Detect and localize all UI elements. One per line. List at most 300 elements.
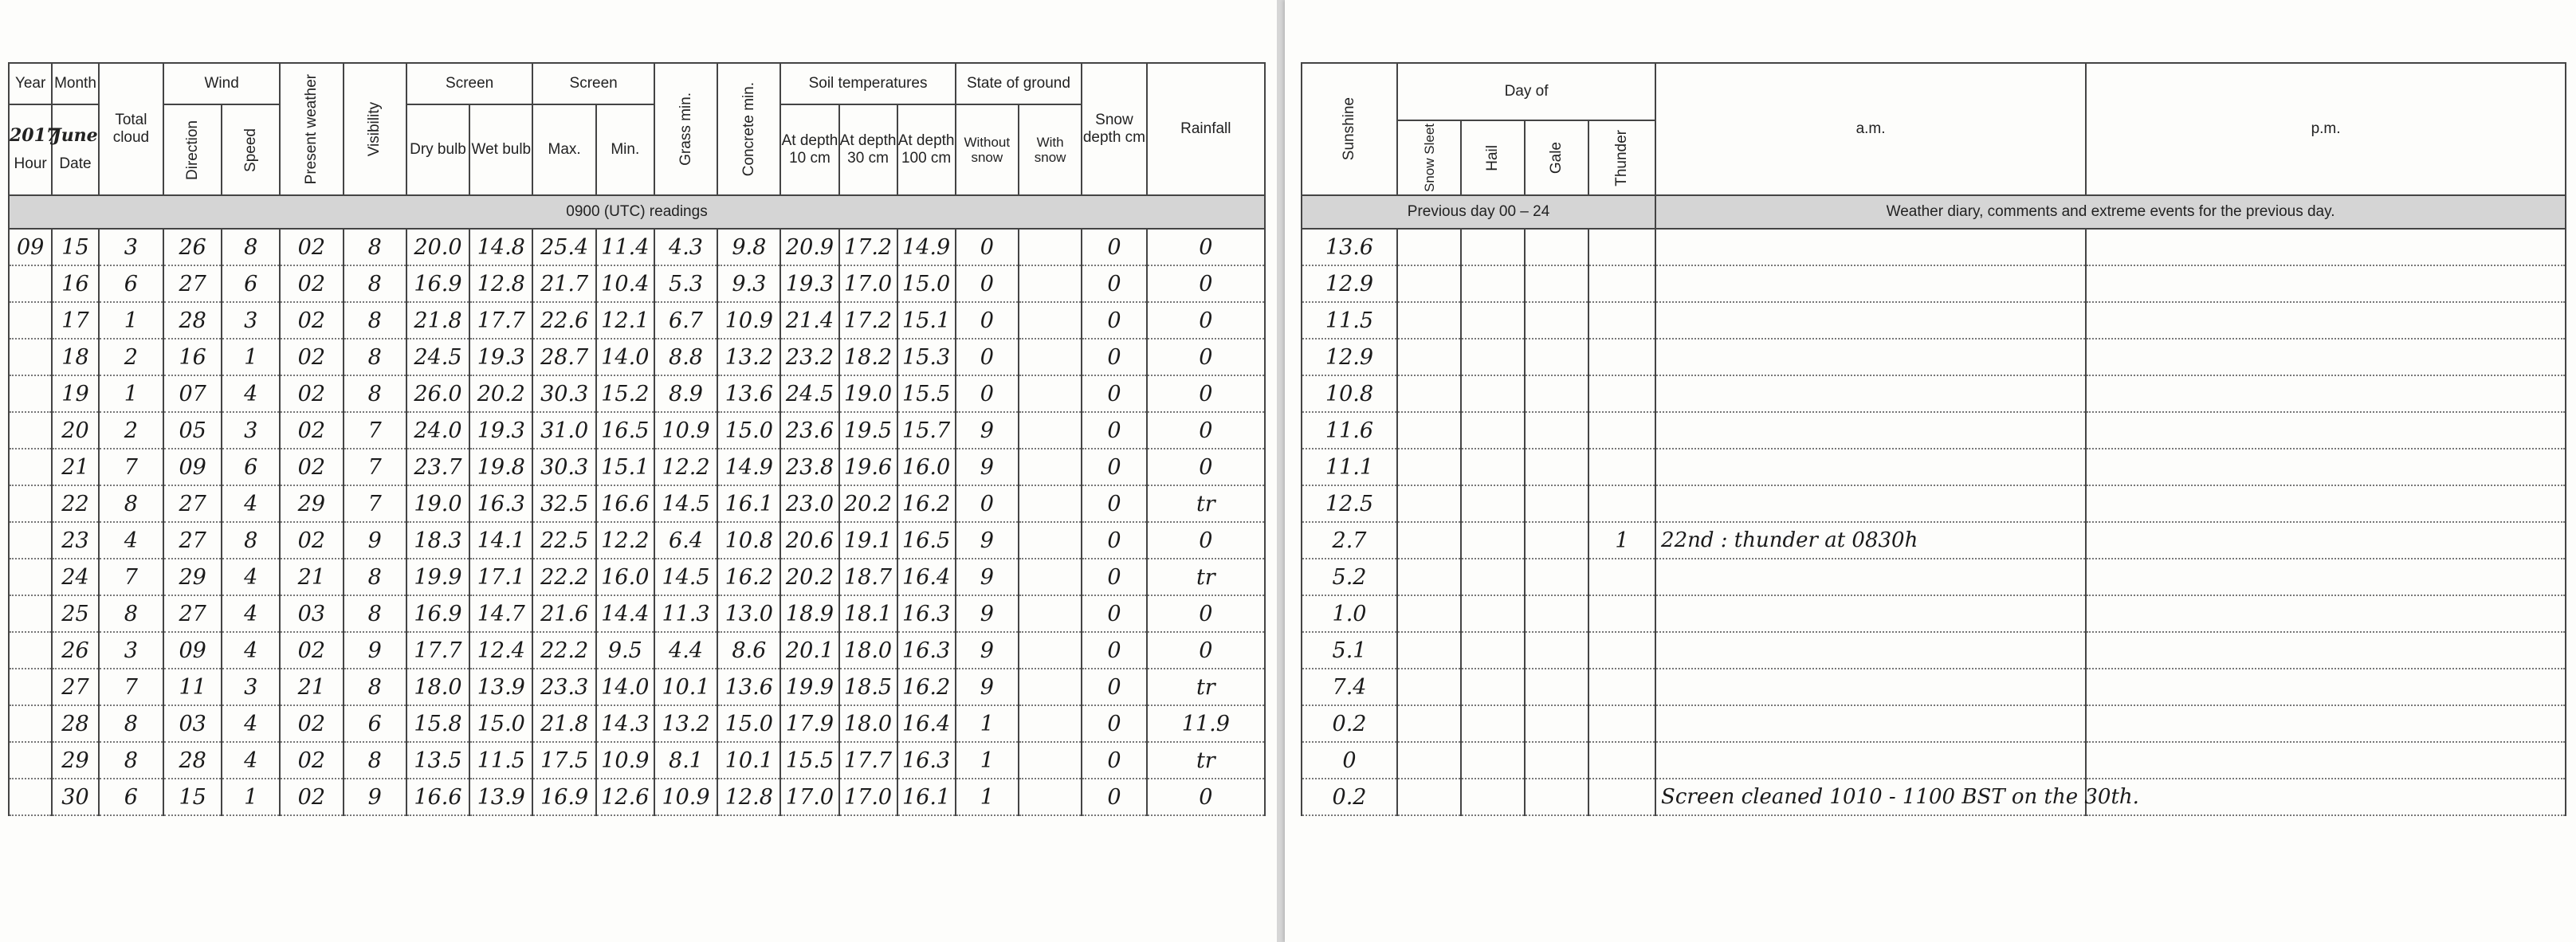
total-cloud-cell: 1 bbox=[99, 302, 163, 339]
soil-temperatures-header: Soil temperatures bbox=[780, 63, 955, 104]
hail-cell bbox=[1461, 412, 1525, 449]
diary-pm-cell bbox=[2086, 302, 2566, 339]
ground-without-snow-cell: 0 bbox=[956, 229, 1019, 265]
soil-30cm-cell: 19.1 bbox=[839, 522, 897, 559]
total-cloud-cell: 3 bbox=[99, 229, 163, 265]
wind-direction-cell: 16 bbox=[163, 339, 222, 375]
date-cell: 28 bbox=[52, 705, 98, 742]
sunshine-cell: 5.2 bbox=[1302, 559, 1397, 595]
thunder-cell: 1 bbox=[1588, 522, 1655, 559]
present-weather-cell: 02 bbox=[280, 339, 343, 375]
grass-min-cell: 8.1 bbox=[654, 742, 717, 779]
date-cell: 19 bbox=[52, 375, 98, 412]
min-temp-cell: 14.0 bbox=[596, 339, 654, 375]
wet-bulb-cell: 13.9 bbox=[469, 669, 532, 705]
concrete-min-cell: 13.2 bbox=[717, 339, 780, 375]
soil-100cm-cell: 15.3 bbox=[897, 339, 956, 375]
hail-cell bbox=[1461, 302, 1525, 339]
wet-bulb-cell: 20.2 bbox=[469, 375, 532, 412]
thunder-cell bbox=[1588, 669, 1655, 705]
present-weather-cell: 02 bbox=[280, 742, 343, 779]
soil-100cm-cell: 16.1 bbox=[897, 779, 956, 815]
gale-cell bbox=[1525, 339, 1588, 375]
ground-without-snow-cell: 9 bbox=[956, 522, 1019, 559]
ground-without-snow-cell: 9 bbox=[956, 669, 1019, 705]
total-cloud-cell: 8 bbox=[99, 595, 163, 632]
gale-cell bbox=[1525, 449, 1588, 485]
state-of-ground-header: State of ground bbox=[956, 63, 1082, 104]
min-temp-cell: 10.4 bbox=[596, 265, 654, 302]
table-row bbox=[9, 485, 1265, 522]
grass-min-cell: 10.9 bbox=[654, 779, 717, 815]
wet-bulb-cell: 12.8 bbox=[469, 265, 532, 302]
dry-bulb-cell: 16.9 bbox=[406, 265, 469, 302]
concrete-min-cell: 13.0 bbox=[717, 595, 780, 632]
max-temp-cell: 22.6 bbox=[532, 302, 595, 339]
wind-speed-cell: 4 bbox=[222, 559, 280, 595]
dry-bulb-cell: 15.8 bbox=[406, 705, 469, 742]
soil-10cm-cell: 20.1 bbox=[780, 632, 838, 669]
dry-bulb-cell: 18.3 bbox=[406, 522, 469, 559]
wind-direction-cell: 05 bbox=[163, 412, 222, 449]
table-row bbox=[1302, 375, 2566, 412]
snow-depth-cell: 0 bbox=[1082, 632, 1146, 669]
table-row bbox=[9, 705, 1265, 742]
present-weather-cell: 02 bbox=[280, 522, 343, 559]
diary-am-cell bbox=[1655, 265, 2086, 302]
snow-depth-cell: 0 bbox=[1082, 669, 1146, 705]
ground-without-snow-cell: 9 bbox=[956, 632, 1019, 669]
max-temp-cell: 21.6 bbox=[532, 595, 595, 632]
visibility-cell: 7 bbox=[344, 412, 406, 449]
wind-direction-cell: 27 bbox=[163, 595, 222, 632]
grass-min-cell: 13.2 bbox=[654, 705, 717, 742]
soil-10cm-cell: 24.5 bbox=[780, 375, 838, 412]
diary-am-cell bbox=[1655, 229, 2086, 265]
ground-with-snow-cell bbox=[1019, 669, 1082, 705]
min-temp-cell: 12.2 bbox=[596, 522, 654, 559]
hour-cell bbox=[9, 742, 52, 779]
total-cloud-cell: 6 bbox=[99, 779, 163, 815]
grass-min-cell: 14.5 bbox=[654, 559, 717, 595]
hail-cell bbox=[1461, 522, 1525, 559]
wet-bulb-cell: 14.1 bbox=[469, 522, 532, 559]
diary-table bbox=[1301, 62, 2566, 816]
snow-depth-cell: 0 bbox=[1082, 302, 1146, 339]
concrete-min-cell: 13.6 bbox=[717, 375, 780, 412]
wet-bulb-cell: 11.5 bbox=[469, 742, 532, 779]
wind-direction-cell: 15 bbox=[163, 779, 222, 815]
snow-depth-cell: 0 bbox=[1082, 412, 1146, 449]
diary-am-cell: Screen cleaned 1010 - 1100 BST on the 30th. bbox=[1655, 779, 2086, 815]
min-temp-cell: 14.3 bbox=[596, 705, 654, 742]
visibility-cell: 9 bbox=[344, 779, 406, 815]
year-value: 2017 bbox=[10, 125, 59, 146]
thunder-cell bbox=[1588, 742, 1655, 779]
thunder-cell bbox=[1588, 412, 1655, 449]
dry-bulb-cell: 23.7 bbox=[406, 449, 469, 485]
diary-am-cell bbox=[1655, 595, 2086, 632]
sunshine-cell: 13.6 bbox=[1302, 229, 1397, 265]
diary-pm-cell bbox=[2086, 559, 2566, 595]
soil-100cm-cell: 16.3 bbox=[897, 742, 956, 779]
table-row bbox=[1302, 522, 2566, 559]
total-cloud-cell: 6 bbox=[99, 265, 163, 302]
soil-10cm-cell: 19.9 bbox=[780, 669, 838, 705]
month-date-cell bbox=[52, 104, 98, 195]
diary-am-cell bbox=[1655, 449, 2086, 485]
diary-am-cell bbox=[1655, 485, 2086, 522]
wind-speed-cell: 6 bbox=[222, 449, 280, 485]
snow-sleet-header bbox=[1397, 120, 1461, 195]
gale-cell bbox=[1525, 779, 1588, 815]
wind-speed-cell: 4 bbox=[222, 705, 280, 742]
date-cell: 29 bbox=[52, 742, 98, 779]
ground-with-snow-cell bbox=[1019, 375, 1082, 412]
min-temp-cell: 9.5 bbox=[596, 632, 654, 669]
total-cloud-cell: 4 bbox=[99, 522, 163, 559]
wind-direction-cell: 27 bbox=[163, 265, 222, 302]
date-cell: 24 bbox=[52, 559, 98, 595]
soil-10cm-cell: 21.4 bbox=[780, 302, 838, 339]
soil-10cm-cell: 23.2 bbox=[780, 339, 838, 375]
snow-sleet-cell bbox=[1397, 375, 1461, 412]
sunshine-cell: 2.7 bbox=[1302, 522, 1397, 559]
am-header: a.m. bbox=[1655, 63, 2086, 195]
soil-10cm-cell: 18.9 bbox=[780, 595, 838, 632]
snow-depth-header: Snow depth cm bbox=[1082, 63, 1146, 195]
grass-min-cell: 10.9 bbox=[654, 412, 717, 449]
hail-cell bbox=[1461, 705, 1525, 742]
snow-sleet-cell bbox=[1397, 669, 1461, 705]
date-cell: 25 bbox=[52, 595, 98, 632]
soil-30cm-cell: 18.0 bbox=[839, 632, 897, 669]
wet-bulb-header: Wet bulb bbox=[469, 104, 532, 195]
pm-header: p.m. bbox=[2086, 63, 2566, 195]
snow-depth-cell: 0 bbox=[1082, 265, 1146, 302]
readings-table bbox=[8, 62, 1266, 816]
diary-am-cell bbox=[1655, 559, 2086, 595]
thunder-cell bbox=[1588, 779, 1655, 815]
rainfall-cell: tr bbox=[1147, 742, 1265, 779]
dry-bulb-cell: 18.0 bbox=[406, 669, 469, 705]
rainfall-cell: tr bbox=[1147, 559, 1265, 595]
min-temp-cell: 16.6 bbox=[596, 485, 654, 522]
sunshine-cell: 7.4 bbox=[1302, 669, 1397, 705]
rainfall-cell: 0 bbox=[1147, 779, 1265, 815]
soil-100cm-cell: 16.4 bbox=[897, 559, 956, 595]
gale-cell bbox=[1525, 522, 1588, 559]
visibility-header bbox=[344, 63, 406, 195]
grass-min-cell: 12.2 bbox=[654, 449, 717, 485]
table-row bbox=[9, 779, 1265, 815]
hail-cell bbox=[1461, 229, 1525, 265]
visibility-cell: 8 bbox=[344, 559, 406, 595]
wet-bulb-cell: 14.8 bbox=[469, 229, 532, 265]
wind-speed-cell: 8 bbox=[222, 522, 280, 559]
concrete-min-cell: 14.9 bbox=[717, 449, 780, 485]
soil-100cm-cell: 16.2 bbox=[897, 485, 956, 522]
ground-with-snow-cell bbox=[1019, 595, 1082, 632]
diary-pm-cell bbox=[2086, 742, 2566, 779]
sunshine-label: Sunshine bbox=[1341, 97, 1357, 161]
snow-sleet-cell bbox=[1397, 339, 1461, 375]
min-temp-cell: 16.5 bbox=[596, 412, 654, 449]
table-row bbox=[1302, 669, 2566, 705]
min-header: Min. bbox=[596, 104, 654, 195]
present-weather-cell: 02 bbox=[280, 265, 343, 302]
sunshine-header bbox=[1302, 63, 1397, 195]
with-snow-header: With snow bbox=[1019, 104, 1082, 195]
rainfall-cell: 0 bbox=[1147, 229, 1265, 265]
dry-bulb-cell: 19.0 bbox=[406, 485, 469, 522]
concrete-min-cell: 10.9 bbox=[717, 302, 780, 339]
readings-band: 0900 (UTC) readings bbox=[9, 195, 1265, 229]
hail-header bbox=[1461, 120, 1525, 195]
concrete-min-header bbox=[717, 63, 780, 195]
rainfall-cell: 0 bbox=[1147, 375, 1265, 412]
gale-cell bbox=[1525, 302, 1588, 339]
max-header: Max. bbox=[532, 104, 595, 195]
hail-cell bbox=[1461, 779, 1525, 815]
table-row bbox=[1302, 485, 2566, 522]
wet-bulb-cell: 19.3 bbox=[469, 339, 532, 375]
ground-without-snow-cell: 0 bbox=[956, 339, 1019, 375]
date-cell: 23 bbox=[52, 522, 98, 559]
present-weather-cell: 29 bbox=[280, 485, 343, 522]
snow-depth-cell: 0 bbox=[1082, 522, 1146, 559]
wind-speed-cell: 3 bbox=[222, 669, 280, 705]
snow-sleet-cell bbox=[1397, 265, 1461, 302]
diary-pm-cell bbox=[2086, 265, 2566, 302]
grass-min-cell: 8.8 bbox=[654, 339, 717, 375]
wind-speed-header bbox=[222, 104, 280, 195]
month-value: June bbox=[53, 125, 98, 146]
max-temp-cell: 25.4 bbox=[532, 229, 595, 265]
thunder-cell bbox=[1588, 375, 1655, 412]
sunshine-cell: 11.5 bbox=[1302, 302, 1397, 339]
gale-label: Gale bbox=[1548, 141, 1565, 175]
table-row bbox=[9, 412, 1265, 449]
concrete-min-label: Concrete min. bbox=[740, 81, 757, 177]
ground-without-snow-cell: 1 bbox=[956, 779, 1019, 815]
ground-with-snow-cell bbox=[1019, 632, 1082, 669]
visibility-cell: 8 bbox=[344, 742, 406, 779]
total-cloud-cell: 2 bbox=[99, 339, 163, 375]
wind-speed-cell: 4 bbox=[222, 375, 280, 412]
snow-sleet-cell bbox=[1397, 302, 1461, 339]
table-row bbox=[1302, 339, 2566, 375]
total-cloud-header: Total cloud bbox=[99, 63, 163, 195]
year-hour-cell bbox=[9, 104, 59, 195]
hour-cell: 09 bbox=[9, 229, 52, 265]
present-weather-cell: 21 bbox=[280, 559, 343, 595]
soil-10cm-cell: 23.6 bbox=[780, 412, 838, 449]
rainfall-cell: tr bbox=[1147, 485, 1265, 522]
rainfall-cell: 0 bbox=[1147, 412, 1265, 449]
table-row bbox=[1302, 632, 2566, 669]
max-temp-cell: 22.5 bbox=[532, 522, 595, 559]
wind-speed-cell: 4 bbox=[222, 595, 280, 632]
ground-without-snow-cell: 9 bbox=[956, 412, 1019, 449]
visibility-cell: 9 bbox=[344, 522, 406, 559]
ground-without-snow-cell: 1 bbox=[956, 742, 1019, 779]
ground-with-snow-cell bbox=[1019, 265, 1082, 302]
wind-direction-cell: 03 bbox=[163, 705, 222, 742]
sunshine-cell: 12.5 bbox=[1302, 485, 1397, 522]
hour-cell bbox=[9, 559, 52, 595]
min-temp-cell: 11.4 bbox=[596, 229, 654, 265]
sunshine-cell: 0.2 bbox=[1302, 705, 1397, 742]
ground-with-snow-cell bbox=[1019, 779, 1082, 815]
snow-sleet-cell bbox=[1397, 559, 1461, 595]
rainfall-cell: 0 bbox=[1147, 339, 1265, 375]
concrete-min-cell: 15.0 bbox=[717, 412, 780, 449]
previous-day-band: Previous day 00 – 24 bbox=[1302, 195, 1655, 229]
snow-depth-cell: 0 bbox=[1082, 229, 1146, 265]
soil-30cm-cell: 20.2 bbox=[839, 485, 897, 522]
year-label: Year bbox=[9, 63, 52, 104]
ground-with-snow-cell bbox=[1019, 449, 1082, 485]
concrete-min-cell: 8.6 bbox=[717, 632, 780, 669]
ground-without-snow-cell: 0 bbox=[956, 265, 1019, 302]
max-temp-cell: 21.7 bbox=[532, 265, 595, 302]
hail-cell bbox=[1461, 595, 1525, 632]
present-weather-cell: 21 bbox=[280, 669, 343, 705]
ground-with-snow-cell bbox=[1019, 485, 1082, 522]
diary-am-cell bbox=[1655, 742, 2086, 779]
dry-bulb-cell: 21.8 bbox=[406, 302, 469, 339]
date-cell: 26 bbox=[52, 632, 98, 669]
table-row bbox=[9, 302, 1265, 339]
present-weather-cell: 02 bbox=[280, 632, 343, 669]
present-weather-header bbox=[280, 63, 343, 195]
hour-cell bbox=[9, 339, 52, 375]
soil-100cm-cell: 16.0 bbox=[897, 449, 956, 485]
gale-cell bbox=[1525, 265, 1588, 302]
soil-100cm-cell: 15.5 bbox=[897, 375, 956, 412]
hour-cell bbox=[9, 485, 52, 522]
concrete-min-cell: 10.8 bbox=[717, 522, 780, 559]
snow-sleet-cell bbox=[1397, 412, 1461, 449]
rainfall-cell: tr bbox=[1147, 669, 1265, 705]
snow-depth-cell: 0 bbox=[1082, 375, 1146, 412]
gale-cell bbox=[1525, 412, 1588, 449]
dry-bulb-cell: 16.6 bbox=[406, 779, 469, 815]
date-cell: 16 bbox=[52, 265, 98, 302]
concrete-min-cell: 15.0 bbox=[717, 705, 780, 742]
snow-depth-cell: 0 bbox=[1082, 559, 1146, 595]
dry-bulb-cell: 13.5 bbox=[406, 742, 469, 779]
hail-cell bbox=[1461, 559, 1525, 595]
visibility-cell: 8 bbox=[344, 265, 406, 302]
total-cloud-cell: 7 bbox=[99, 449, 163, 485]
soil-100cm-cell: 16.2 bbox=[897, 669, 956, 705]
visibility-label: Visibility bbox=[366, 101, 383, 157]
ground-without-snow-cell: 0 bbox=[956, 375, 1019, 412]
wet-bulb-cell: 16.3 bbox=[469, 485, 532, 522]
max-temp-cell: 28.7 bbox=[532, 339, 595, 375]
wind-direction-label: Direction bbox=[183, 120, 201, 180]
screen-header-2: Screen bbox=[532, 63, 654, 104]
hour-cell bbox=[9, 449, 52, 485]
right-page bbox=[1285, 0, 2576, 942]
snow-depth-cell: 0 bbox=[1082, 485, 1146, 522]
date-cell: 17 bbox=[52, 302, 98, 339]
wind-direction-cell: 29 bbox=[163, 559, 222, 595]
soil-10cm-cell: 17.9 bbox=[780, 705, 838, 742]
present-weather-cell: 02 bbox=[280, 302, 343, 339]
ground-with-snow-cell bbox=[1019, 705, 1082, 742]
soil-30cm-header: At depth 30 cm bbox=[839, 104, 897, 195]
diary-am-cell bbox=[1655, 339, 2086, 375]
wind-speed-cell: 1 bbox=[222, 779, 280, 815]
date-cell: 22 bbox=[52, 485, 98, 522]
snow-sleet-cell bbox=[1397, 742, 1461, 779]
diary-pm-cell bbox=[2086, 632, 2566, 669]
dry-bulb-cell: 24.0 bbox=[406, 412, 469, 449]
sunshine-cell: 5.1 bbox=[1302, 632, 1397, 669]
soil-30cm-cell: 17.2 bbox=[839, 302, 897, 339]
soil-30cm-cell: 18.5 bbox=[839, 669, 897, 705]
wind-speed-cell: 4 bbox=[222, 632, 280, 669]
thunder-label: Thunder bbox=[1613, 129, 1631, 186]
snow-sleet-cell bbox=[1397, 522, 1461, 559]
visibility-cell: 8 bbox=[344, 375, 406, 412]
diary-am-cell bbox=[1655, 302, 2086, 339]
dry-bulb-header: Dry bulb bbox=[406, 104, 469, 195]
table-row bbox=[9, 229, 1265, 265]
grass-min-cell: 6.4 bbox=[654, 522, 717, 559]
total-cloud-cell: 8 bbox=[99, 705, 163, 742]
book-gutter bbox=[1277, 0, 1285, 942]
thunder-cell bbox=[1588, 485, 1655, 522]
sunshine-cell: 1.0 bbox=[1302, 595, 1397, 632]
min-temp-cell: 15.1 bbox=[596, 449, 654, 485]
total-cloud-cell: 8 bbox=[99, 742, 163, 779]
hour-cell bbox=[9, 522, 52, 559]
total-cloud-cell: 7 bbox=[99, 669, 163, 705]
wet-bulb-cell: 17.1 bbox=[469, 559, 532, 595]
left-page bbox=[0, 0, 1277, 942]
grass-min-cell: 4.4 bbox=[654, 632, 717, 669]
wind-speed-label: Speed bbox=[242, 128, 259, 172]
table-row bbox=[9, 559, 1265, 595]
visibility-cell: 8 bbox=[344, 229, 406, 265]
ground-with-snow-cell bbox=[1019, 522, 1082, 559]
table-row bbox=[1302, 302, 2566, 339]
hail-cell bbox=[1461, 669, 1525, 705]
diary-pm-cell bbox=[2086, 485, 2566, 522]
min-temp-cell: 12.1 bbox=[596, 302, 654, 339]
min-temp-cell: 10.9 bbox=[596, 742, 654, 779]
min-temp-cell: 16.0 bbox=[596, 559, 654, 595]
diary-pm-cell bbox=[2086, 339, 2566, 375]
present-weather-cell: 02 bbox=[280, 375, 343, 412]
thunder-cell bbox=[1588, 449, 1655, 485]
wind-direction-cell: 28 bbox=[163, 742, 222, 779]
max-temp-cell: 31.0 bbox=[532, 412, 595, 449]
table-row bbox=[1302, 595, 2566, 632]
wind-speed-cell: 1 bbox=[222, 339, 280, 375]
soil-10cm-cell: 15.5 bbox=[780, 742, 838, 779]
hour-cell bbox=[9, 412, 52, 449]
diary-pm-cell bbox=[2086, 229, 2566, 265]
grass-min-cell: 5.3 bbox=[654, 265, 717, 302]
table-row bbox=[9, 449, 1265, 485]
ground-with-snow-cell bbox=[1019, 302, 1082, 339]
thunder-cell bbox=[1588, 595, 1655, 632]
